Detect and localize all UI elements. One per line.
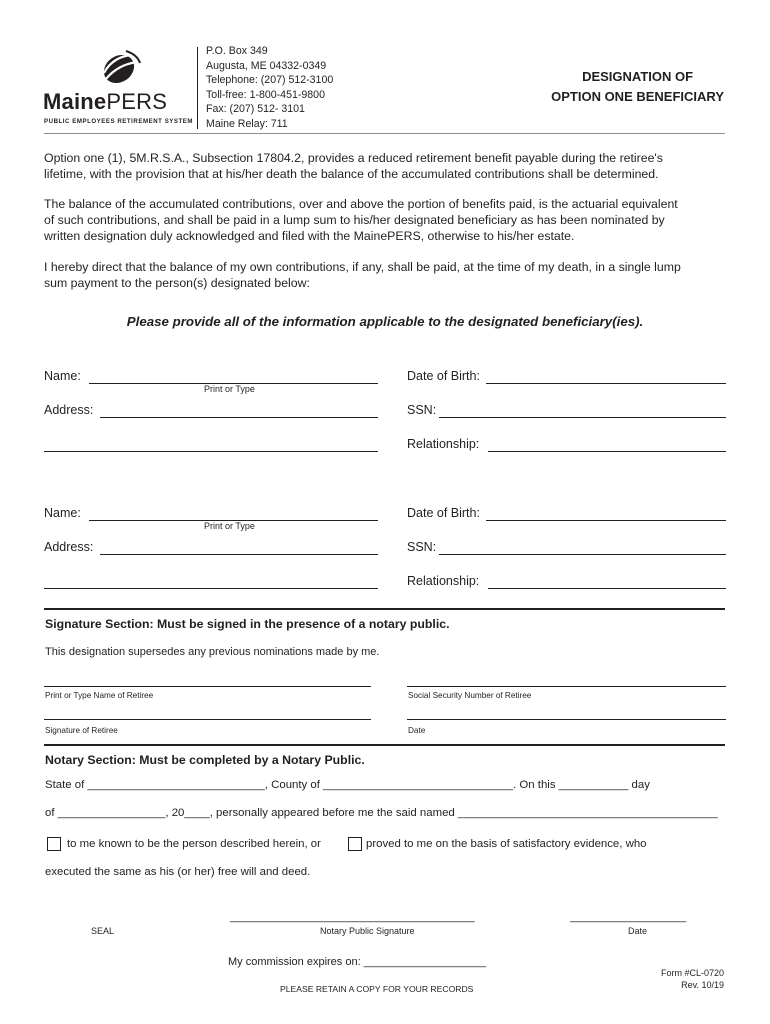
dob-label-1: Date of Birth: [407, 369, 480, 383]
notary-section-heading: Notary Section: Must be completed by a Notary Public. [45, 753, 365, 767]
form-revision: Rev. 10/19 [681, 980, 724, 990]
paragraph-direction: I hereby direct that the balance of my own contributions, if any, shall be paid, at the time of my death, in a single lump sum payment to the person(s) designated below: [44, 260, 681, 291]
notary-date-blank[interactable]: ___________________ [570, 911, 687, 923]
po-box: P.O. Box 349 [206, 45, 268, 57]
retiree-signature-field[interactable] [44, 719, 371, 720]
notary-signature-blank[interactable]: ________________________________________ [230, 911, 475, 923]
name-label-2: Name: [44, 506, 81, 520]
retiree-signature-label: Signature of Retiree [45, 726, 118, 735]
address-line2-field-2[interactable] [44, 588, 378, 589]
logo-wordmark: MainePERS [43, 89, 168, 114]
dob-label-2: Date of Birth: [407, 506, 480, 520]
address-line2-field-1[interactable] [44, 451, 378, 452]
header-rule [44, 133, 725, 134]
known-checkbox[interactable] [47, 837, 61, 851]
maine-relay: Maine Relay: 711 [206, 117, 288, 130]
state-county-line[interactable]: State of ____________________________, County of ______________________________. On this ___________ day [45, 779, 650, 791]
signature-section-rule [44, 608, 725, 610]
ssn-field-2[interactable] [439, 554, 726, 555]
supersedes-text: This designation supersedes any previous nominations made by me. [45, 646, 380, 658]
relationship-field-1[interactable] [488, 451, 726, 452]
relationship-field-2[interactable] [488, 588, 726, 589]
proved-checkbox[interactable] [348, 837, 362, 851]
maine-pers-logo-icon [96, 49, 144, 87]
ssn-field-1[interactable] [439, 417, 726, 418]
address-field-2[interactable] [100, 554, 378, 555]
fax: Fax: (207) 512- 3101 [206, 103, 305, 116]
address-field-1[interactable] [100, 417, 378, 418]
seal-label: SEAL [91, 926, 115, 936]
retiree-date-label: Date [408, 726, 426, 735]
retiree-name-field[interactable] [44, 686, 371, 687]
ssn-label-2: SSN: [407, 540, 437, 554]
logo-subtitle: PUBLIC EMPLOYEES RETIREMENT SYSTEM [44, 118, 194, 125]
beneficiary-instruction: Please provide all of the information applicable to the designated beneficiary(ies). [126, 314, 644, 329]
address-label-2: Address: [44, 540, 94, 554]
retiree-name-label: Print or Type Name of Retiree [45, 691, 154, 700]
ssn-label-1: SSN: [407, 403, 437, 417]
notary-section-rule [44, 744, 725, 746]
signature-section-heading: Signature Section: Must be signed in the presence of a notary public. [45, 617, 450, 631]
dob-field-1[interactable] [486, 383, 726, 384]
commission-expires[interactable]: My commission expires on: ____________________ [228, 956, 487, 968]
print-or-type-hint-2: Print or Type [204, 521, 255, 531]
dob-field-2[interactable] [486, 520, 726, 521]
known-text: to me known to be the person described herein, or [67, 838, 321, 850]
city-line: Augusta, ME 04332-0349 [206, 59, 327, 72]
address-label-1: Address: [44, 403, 94, 417]
relationship-label-2: Relationship: [407, 574, 480, 588]
contact-block [206, 44, 333, 132]
telephone: Telephone: (207) 512-3100 [206, 74, 334, 87]
print-or-type-hint-1: Print or Type [204, 384, 255, 394]
appeared-before-line[interactable]: of _________________, 20____, personally appeared before me the said named _________________________________________ [45, 807, 718, 819]
form-title: DESIGNATION OF OPTION ONE BENEFICIARY [551, 69, 724, 104]
paragraph-balance: The balance of the accumulated contributions, over and above the portion of benefits paid, is the actuarial equivalent of such contributions, and shall be paid in a lump sum to his/her designated beneficiary as has been nominated by written designation duly acknowledged and filed with the MainePERS, otherwise to his/her estate. [44, 197, 678, 244]
proved-text: proved to me on the basis of satisfactory evidence, who [366, 838, 647, 850]
retiree-ssn-label: Social Security Number of Retiree [408, 691, 532, 700]
name-label-1: Name: [44, 369, 81, 383]
executed-text: executed the same as his (or her) free will and deed. [45, 866, 311, 878]
form-number: Form #CL-0720 [660, 968, 724, 978]
toll-free: Toll-free: 1-800-451-9800 [206, 88, 325, 101]
header-divider [197, 47, 198, 129]
notary-signature-label: Notary Public Signature [320, 926, 415, 936]
relationship-label-1: Relationship: [407, 437, 480, 451]
retain-copy-notice: PLEASE RETAIN A COPY FOR YOUR RECORDS [280, 984, 474, 994]
retiree-date-field[interactable] [407, 719, 726, 720]
retiree-ssn-field[interactable] [407, 686, 726, 687]
paragraph-option-one: Option one (1), 5M.R.S.A., Subsection 17804.2, provides a reduced retirement benefit payable during the retiree's lifetime, with the provision that at his/her death the balance of the accumulated contributions shall be determined. [44, 151, 663, 182]
notary-date-label: Date [628, 926, 648, 936]
